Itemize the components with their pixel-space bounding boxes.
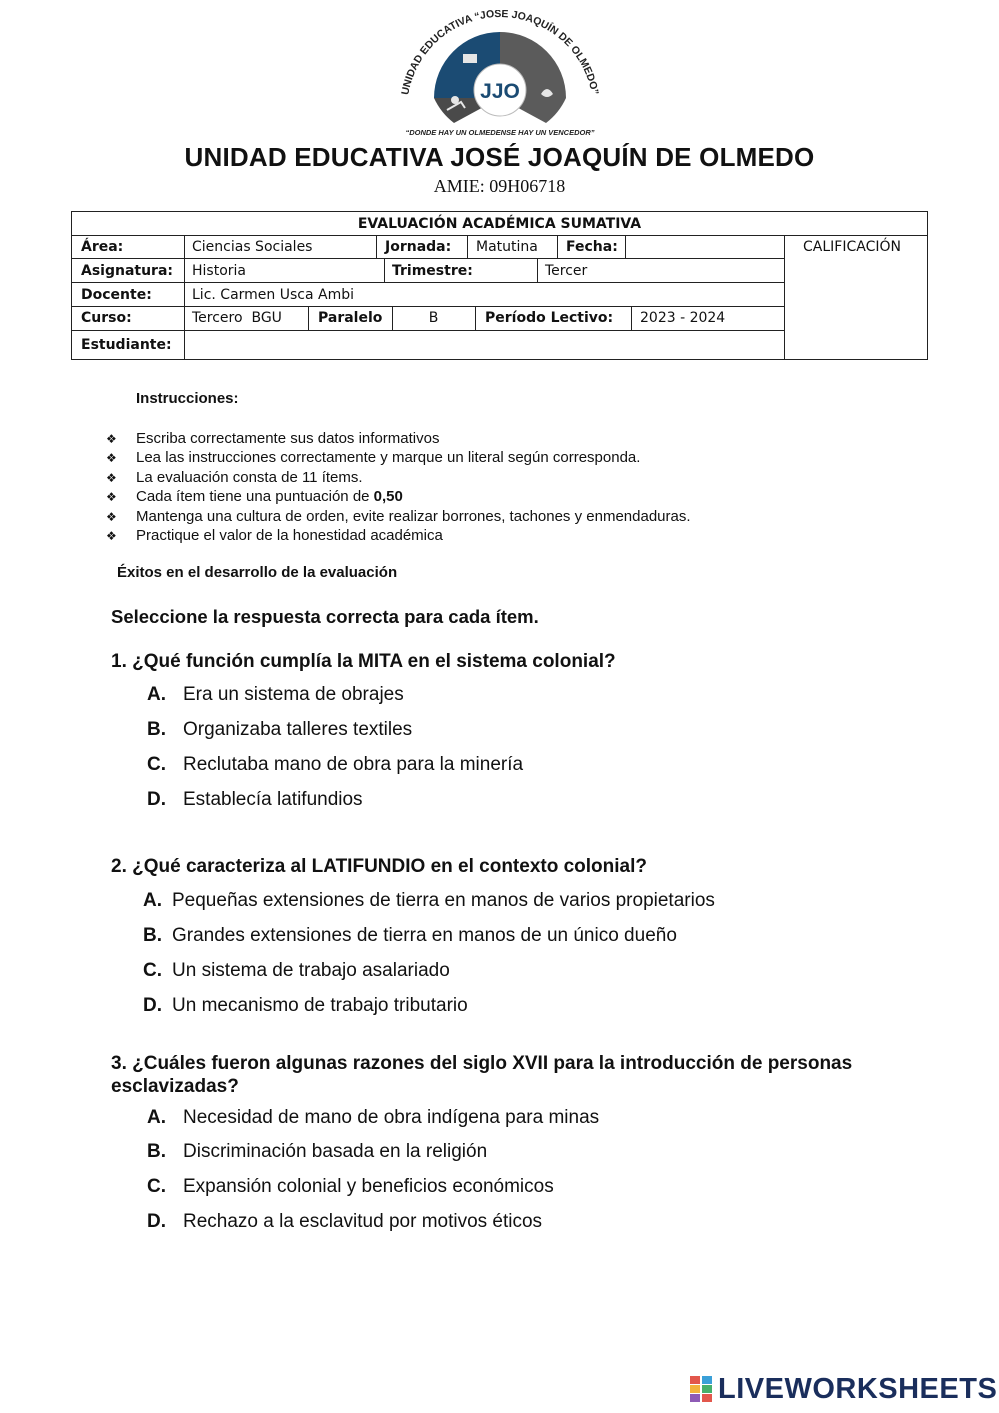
calificacion-label: CALIFICACIÓN bbox=[803, 239, 901, 255]
book-icon bbox=[463, 54, 477, 63]
list-item: ❖ Escriba correctamente sus datos informativos bbox=[106, 429, 691, 448]
diamond-bullet-icon: ❖ bbox=[106, 451, 117, 466]
jornada-label: Jornada: bbox=[385, 239, 452, 255]
logo-initials: JJO bbox=[480, 80, 520, 103]
question-2-option-b[interactable]: B. Grandes extensiones de tierra en manos de un único dueño bbox=[143, 925, 677, 946]
amie-code: AMIE: 09H06718 bbox=[433, 176, 566, 196]
question-3-option-c[interactable]: C. Expansión colonial y beneficios económicos bbox=[147, 1176, 554, 1197]
question-3-option-d[interactable]: D. Rechazo a la esclavitud por motivos éticos bbox=[147, 1211, 543, 1232]
fecha-field[interactable] bbox=[632, 239, 780, 257]
trimestre-value: Tercer bbox=[545, 263, 588, 279]
liveworksheets-logo-icon bbox=[690, 1376, 712, 1402]
estudiante-label: Estudiante: bbox=[81, 337, 172, 353]
trimestre-label: Trimestre: bbox=[392, 263, 473, 279]
score-value: 0,50 bbox=[373, 488, 403, 506]
diamond-bullet-icon: ❖ bbox=[106, 528, 117, 543]
list-item: ❖ Mantenga una cultura de orden, evite realizar borrones, tachones y enmendaduras. bbox=[106, 507, 691, 526]
jornada-value: Matutina bbox=[476, 239, 538, 255]
list-item: ❖ Practique el valor de la honestidad académica bbox=[106, 526, 691, 545]
liveworksheets-brand[interactable] bbox=[690, 1374, 997, 1404]
logo-arc-text: UNIDAD EDUCATIVA “JOSÉ JOAQUÍN DE OLMEDO” bbox=[399, 10, 601, 96]
curso-label: Curso: bbox=[81, 310, 132, 326]
school-title: UNIDAD EDUCATIVA JOSÉ JOAQUÍN DE OLMEDO bbox=[184, 142, 815, 172]
diamond-bullet-icon: ❖ bbox=[106, 470, 117, 485]
question-1: 1. ¿Qué función cumplía la MITA en el sistema colonial? bbox=[111, 651, 616, 672]
docente-label: Docente: bbox=[81, 287, 152, 303]
area-label: Área: bbox=[81, 239, 124, 255]
paralelo-label: Paralelo bbox=[318, 310, 383, 326]
curso-value: Tercero BGU bbox=[192, 310, 282, 326]
school-logo bbox=[385, 10, 615, 142]
question-2-option-d[interactable]: D. Un mecanismo de trabajo tributario bbox=[143, 995, 468, 1016]
question-1-option-c[interactable]: C. Reclutaba mano de obra para la minería bbox=[147, 754, 524, 775]
question-2-option-a[interactable]: A. Pequeñas extensiones de tierra en manos de varios propietarios bbox=[143, 890, 715, 911]
periodo-label: Período Lectivo: bbox=[485, 310, 614, 326]
estudiante-field[interactable] bbox=[192, 335, 778, 357]
question-1-option-b[interactable]: B. Organizaba talleres textiles bbox=[147, 719, 413, 740]
area-value: Ciencias Sociales bbox=[192, 239, 313, 255]
liveworksheets-text: LIVEWORKSHEETS bbox=[718, 1372, 998, 1405]
question-2: 2. ¿Qué caracteriza al LATIFUNDIO en el contexto colonial? bbox=[111, 856, 647, 877]
asignatura-value: Historia bbox=[192, 263, 246, 279]
paralelo-value: B bbox=[428, 310, 439, 326]
question-2-option-c[interactable]: C. Un sistema de trabajo asalariado bbox=[143, 960, 450, 981]
diamond-bullet-icon: ❖ bbox=[106, 509, 117, 524]
closing-message: Éxitos en el desarrollo de la evaluación bbox=[117, 564, 398, 581]
section-title: Seleccione la respuesta correcta para cada ítem. bbox=[111, 606, 539, 627]
school-logo-graphic bbox=[385, 10, 615, 142]
question-3-option-a[interactable]: A. Necesidad de mano de obra indígena para minas bbox=[147, 1107, 600, 1128]
asignatura-label: Asignatura: bbox=[81, 263, 174, 279]
instructions-list bbox=[106, 429, 691, 545]
list-item: ❖ Lea las instrucciones correctamente y marque un literal según corresponda. bbox=[106, 448, 691, 467]
question-3: 3. ¿Cuáles fueron algunas razones del siglo XVII para la introducción de personas esclavizadas? bbox=[111, 1053, 853, 1097]
evaluation-info-table bbox=[71, 211, 928, 360]
question-3-option-b[interactable]: B. Discriminación basada en la religión bbox=[147, 1141, 488, 1162]
question-1-option-d[interactable]: D. Establecía latifundios bbox=[147, 789, 363, 810]
diamond-bullet-icon: ❖ bbox=[106, 432, 117, 446]
list-item: ❖ Cada ítem tiene una puntuación de 0,50 bbox=[106, 487, 691, 506]
docente-value: Lic. Carmen Usca Ambi bbox=[192, 287, 354, 303]
diamond-bullet-icon: ❖ bbox=[106, 490, 117, 505]
list-item: ❖ La evaluación consta de 11 ítems. bbox=[106, 468, 691, 487]
instructions-title: Instrucciones: bbox=[136, 390, 239, 407]
question-1-option-a[interactable]: A. Era un sistema de obrajes bbox=[147, 684, 404, 705]
fecha-label: Fecha: bbox=[566, 239, 618, 255]
periodo-value: 2023 - 2024 bbox=[640, 310, 726, 326]
table-heading: EVALUACIÓN ACADÉMICA SUMATIVA bbox=[357, 216, 642, 232]
logo-motto: “DONDE HAY UN OLMEDENSE HAY UN VENCEDOR” bbox=[405, 128, 595, 137]
